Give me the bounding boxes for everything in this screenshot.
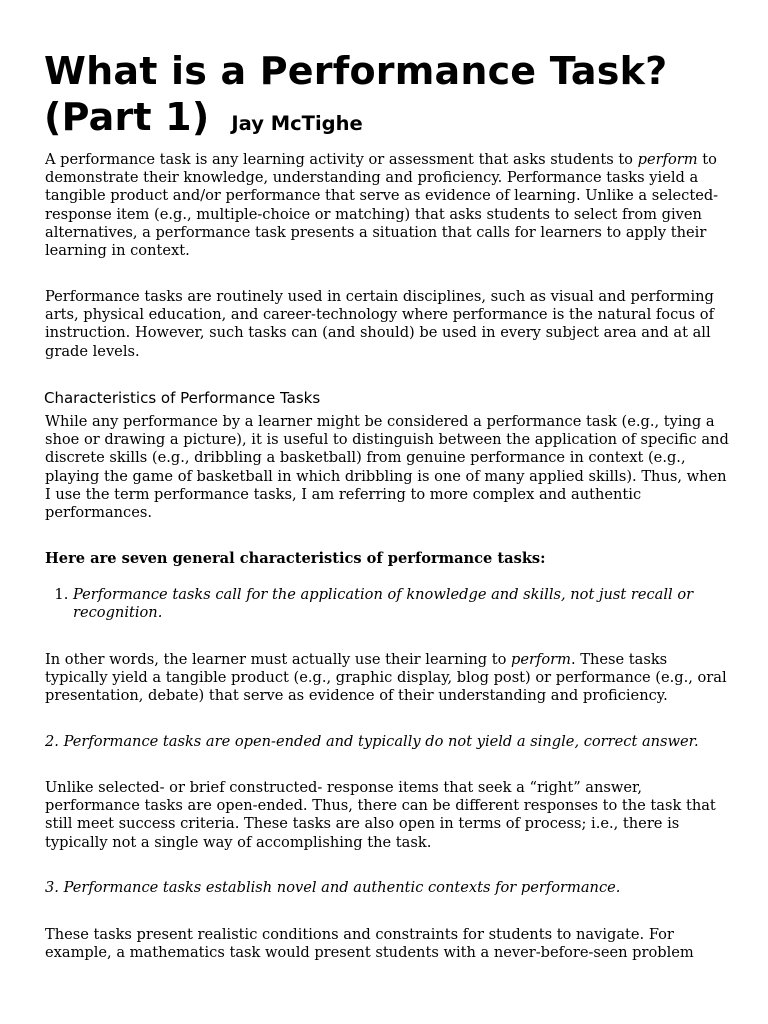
distinction-paragraph xyxy=(45,413,730,522)
characteristic-item-3 xyxy=(45,879,730,897)
characteristic-item-3-text: 3. Performance tasks establish novel and authentic contexts for performance. xyxy=(45,879,621,896)
perform-paragraph xyxy=(45,651,730,706)
seven-characteristics-heading xyxy=(45,550,730,568)
intro-text-b: to demonstrate their knowledge, understanding and proficiency. Performance tasks yield a tangible product and/or performance that serve as evidence of learning. Unlike a selected-response item (e.g., multiple-choice or matching) that asks students to select from given alternatives, a performance task presents a situation that calls for learners to apply their learning in context. xyxy=(45,151,719,260)
characteristic-item-2 xyxy=(45,733,730,751)
characteristic-item-2-text: 2. Performance tasks are open-ended and typically do not yield a single, correct answer. xyxy=(45,733,699,750)
title-line-1: What is a Performance Task? xyxy=(44,49,668,93)
seven-heading-text: Here are seven general characteristics of performance tasks: xyxy=(45,550,546,567)
disciplines-paragraph xyxy=(45,288,730,361)
title-line-2: (Part 1) xyxy=(44,95,210,139)
perform-text-a: In other words, the learner must actually use their learning to xyxy=(45,651,511,668)
realistic-conditions-text: These tasks present realistic conditions and constraints for students to navigate. For example, a mathematics task would present students with a never-before-seen problem xyxy=(45,926,694,962)
disciplines-text: Performance tasks are routinely used in certain disciplines, such as visual and performing arts, physical education, and career-technology where performance is the natural focus of instruction. However, such tasks can (and should) be used in every subject area and at all grade levels. xyxy=(45,288,714,360)
intro-paragraph xyxy=(45,151,730,260)
open-ended-paragraph xyxy=(45,779,730,852)
section-heading xyxy=(44,389,729,407)
author-name: Jay McTighe xyxy=(231,112,363,135)
perform-text-b: . These tasks typically yield a tangible product (e.g., graphic display, blog post) or performance (e.g., oral presentation, debate) that serve as evidence of their understanding and proficiency. xyxy=(45,651,727,705)
intro-emphasis: perform xyxy=(637,151,698,168)
perform-emphasis: perform xyxy=(511,651,571,668)
intro-text-a: A performance task is any learning activity or assessment that asks students to xyxy=(45,151,638,168)
section-heading-text: Characteristics of Performance Tasks xyxy=(44,389,321,407)
page-title xyxy=(44,48,734,147)
characteristic-item-1: 1. Performance tasks call for the application of knowledge and skills, not just recall or recognition. xyxy=(73,586,730,622)
distinction-text: While any performance by a learner might be considered a performance task (e.g., tying a shoe or drawing a picture), it is useful to distinguish between the application of specific and discrete skills (e.g., dribbling a basketball) from genuine performance in context (e.g., playing the game of basketball in which dribbling is one of many applied skills). Thus, when I use the term performance tasks, I am referring to more complex and authentic performances. xyxy=(45,413,729,522)
characteristic-list xyxy=(45,586,730,622)
realistic-conditions-paragraph xyxy=(45,926,730,962)
open-ended-text: Unlike selected- or brief constructed- response items that seek a “right” answer, performance tasks are open-ended. Thus, there can be different responses to the task that still meet success criteria. These tasks are also open in terms of process; i.e., there is typically not a single way of accomplishing the task. xyxy=(45,779,716,851)
